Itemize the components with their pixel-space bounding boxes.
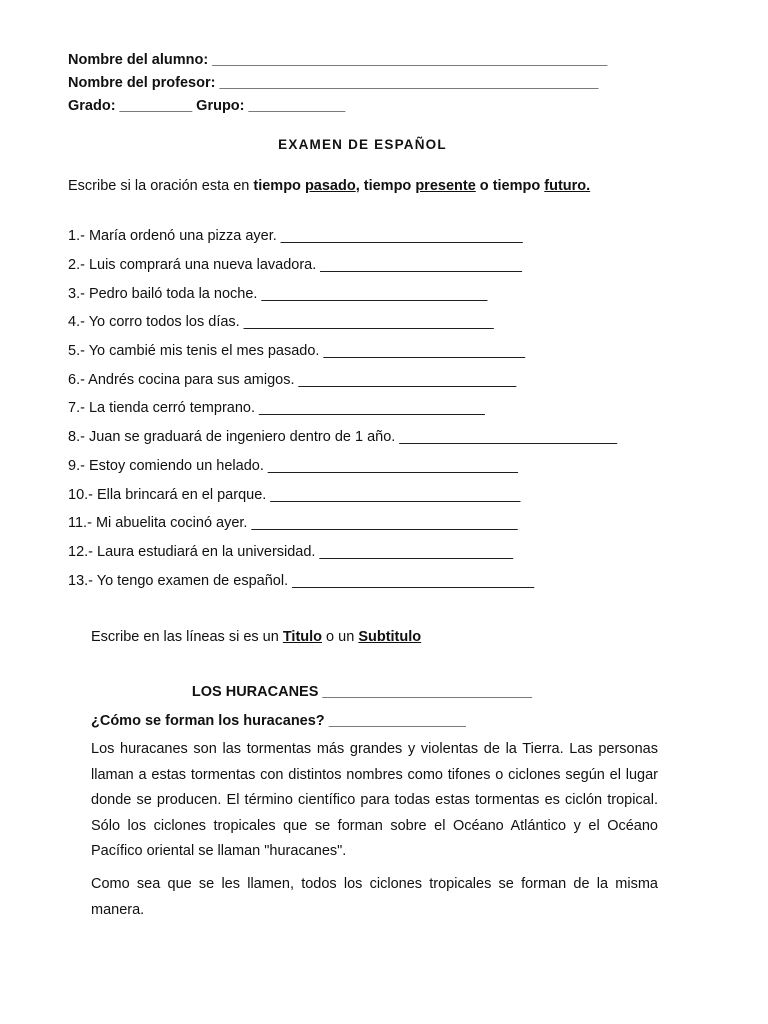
question-10: 10.- Ella brincará en el parque. _______________________________ [68,487,521,503]
instruction-title-subtitle [91,629,421,645]
question-11: 11.- Mi abuelita cocinó ayer. _________________________________ [68,515,518,531]
group-label: Grupo: [196,98,245,114]
question-1: 1.- María ordenó una pizza ayer. ______________________________ [68,228,523,244]
titulo-word: Titulo [282,629,323,645]
instruction-tense [68,178,590,194]
o-tiempo: o tiempo [475,178,545,194]
paragraph-2: Como sea que se les llamen, todos los ciclones tropicales se forman de la misma manera. [91,876,658,918]
question-4: 4.- Yo corro todos los días. _______________________________ [68,314,494,330]
futuro-word: futuro. [544,178,591,194]
student-name-line: Nombre del alumno: _________________________________________________ [68,52,608,68]
pasado-word: pasado [304,178,356,194]
question-13: 13.- Yo tengo examen de español. ______________________________ [68,573,535,589]
instruction-tense-prefix: Escribe si la oración esta en [68,178,254,194]
tiempo-word: tiempo [253,178,305,194]
presente-word: presente [415,178,476,194]
question-6: 6.- Andrés cocina para sus amigos. ___________________________ [68,372,517,388]
comma-tiempo: , tiempo [355,178,416,194]
section-title: LOS HURACANES __________________________ [191,684,533,700]
question-7: 7.- La tienda cerró temprano. ____________________________ [68,400,485,416]
question-2: 2.- Luis comprará una nueva lavadora. _________________________ [68,257,522,273]
teacher-name-line: Nombre del profesor: _______________________________________________ [68,75,599,91]
group-blank: ____________ [244,98,346,114]
grade-group-line [68,98,345,114]
instruction2-prefix: Escribe en las líneas si es un [91,629,283,645]
paragraph-1: Los huracanes son las tormentas más grandes y violentas de la Tierra. Las personas llaman a estas tormentas con distintos nombres como tifones o ciclones según el lugar donde se producen. El término científico para todas estas tormentas es ciclón tropical. Sólo los ciclones tropicales que se forman sobre el Océano Atlántico y el Océano Pacífico oriental se llaman "huracanes". [91,741,658,859]
instruction2-middle: o un [322,629,359,645]
question-9: 9.- Estoy comiendo un helado. _______________________________ [68,458,518,474]
question-5: 5.- Yo cambié mis tenis el mes pasado. _________________________ [68,343,526,359]
question-3: 3.- Pedro bailó toda la noche. ____________________________ [68,286,488,302]
grade-label: Grado: [68,98,116,114]
exam-title: EXAMEN DE ESPAÑOL [278,137,447,152]
question-8: 8.- Juan se graduará de ingeniero dentro de 1 año. ___________________________ [68,429,618,445]
question-12: 12.- Laura estudiará en la universidad. ________________________ [68,544,514,560]
subtitulo-word: Subtitulo [358,629,422,645]
grade-blank: _________ [115,98,197,114]
section-subtitle: ¿Cómo se forman los huracanes? _________________ [91,713,466,729]
